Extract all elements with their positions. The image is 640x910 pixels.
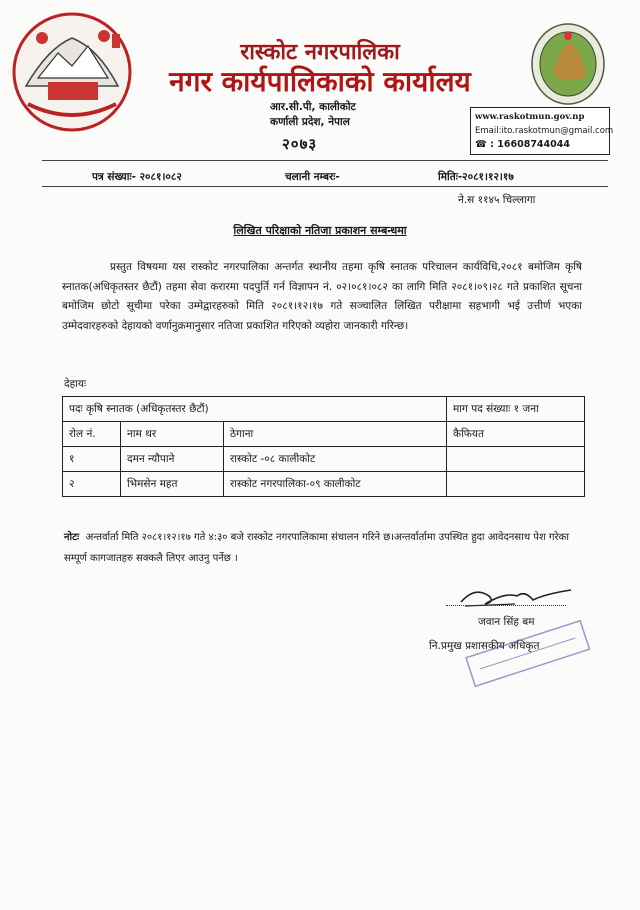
body-paragraph: प्रस्तुत विषयमा यस रास्कोट नगरपालिका अन्तर्गत स्थानीय तहमा कृषि स्नातक परिचालन कार्यविधि,२०८१ बमोजिम कृषि स्नातक(अधिकृतस्तर छैटौं) तहमा सेवा करारमा पदपुर्ति गर्न विज्ञापन नं. ०२।०८१।०८२ का लागि मिति २०८१।०९।२८ गते प्रकाशित सूचना बमोजिम छोटो सूचीमा परेका उम्मेद्वारहरुको मिति २०८१।१२।१७ गते सञ्चालित लिखित परीक्षामा सहभागी भई उत्तीर्ण भएका उम्मेदवारहरुको देहायको वर्णानुक्रमानुसार नतिजा प्रकाशित गरिएको व्यहोरा जानकारी गरिन्छ। <box>62 261 582 332</box>
phone-icon: ☎ : <box>475 139 494 150</box>
cell-name: भिमसेन महत <box>121 472 224 497</box>
office-name: नगर कार्यपालिकाको कार्यालय <box>169 65 471 98</box>
demand-cell: माग पद संख्याः १ जना <box>447 397 585 422</box>
header-roll: रोल नं. <box>63 422 121 447</box>
dispatch-number: चलानी नम्बरः- <box>285 171 340 183</box>
results-table <box>62 396 585 497</box>
nepal-sambat-date: ने.स ११४५ चिल्लागा <box>458 194 536 206</box>
interview-note <box>64 527 584 569</box>
letter-number: पत्र संख्याः- २०८१।०८२ <box>92 171 182 183</box>
phone-row <box>475 138 605 152</box>
reference-divider <box>42 186 608 187</box>
table-row <box>63 472 585 497</box>
cell-address: रास्कोट नगरपालिका-०९ कालीकोट <box>224 472 447 497</box>
table-row <box>63 447 585 472</box>
header-name: नाम थर <box>121 422 224 447</box>
signatory-designation: नि.प्रमुख प्रशासकीय अधिकृत <box>429 640 540 652</box>
note-text: अन्तर्वार्ता मिति २०८१।१२।१७ गते ४:३० बजे रास्कोट नगरपालिकामा संचालन गरिने छ।अन्तर्वार्तामा उपस्थित हुदा आवेदनसाथ पेश गरेका सम्पूर्ण कागजातहरु सक्कलै लिएर आउनु पर्नेछ । <box>64 532 569 564</box>
header-remarks: कैफियत <box>447 422 585 447</box>
address-line-1: आर.सी.पी, कालीकोट <box>270 101 356 113</box>
table-header-row <box>63 422 585 447</box>
email-text: Email:ito.raskotmun@gmail.com <box>475 126 614 136</box>
contact-box <box>470 107 614 155</box>
phone-number: 16608744044 <box>497 139 570 150</box>
cell-remarks <box>447 447 585 472</box>
header-divider <box>42 160 608 161</box>
signature-line <box>446 605 566 606</box>
signatory-name: जवान सिंह बम <box>478 616 535 628</box>
following-label: देहायः <box>64 378 87 390</box>
header-address: ठेगाना <box>224 422 447 447</box>
cell-remarks <box>447 472 585 497</box>
official-stamp <box>448 610 598 700</box>
address-line-2: कर्णाली प्रदेश, नेपाल <box>270 116 350 128</box>
post-cell: पदः कृषि स्नातक (अधिकृतस्तर छैटौं) <box>63 397 447 422</box>
office-address <box>270 100 400 130</box>
website-text: www.raskotmun.gov.np <box>475 112 585 122</box>
established-year: २०७३ <box>282 135 318 153</box>
note-label: नोटः <box>64 532 80 543</box>
cell-address: रास्कोट -०८ कालीकोट <box>224 447 447 472</box>
table-post-row <box>63 397 585 422</box>
letter-date: मितिः-२०८१।१२।१७ <box>438 171 514 183</box>
cell-roll: २ <box>63 472 121 497</box>
cell-roll: १ <box>63 447 121 472</box>
subject-line: लिखित परिक्षाको नतिजा प्रकाशन सम्बन्धमा <box>233 224 407 237</box>
municipality-name: रास्कोट नगरपालिका <box>240 40 400 65</box>
cell-name: दमन न्यौपाने <box>121 447 224 472</box>
